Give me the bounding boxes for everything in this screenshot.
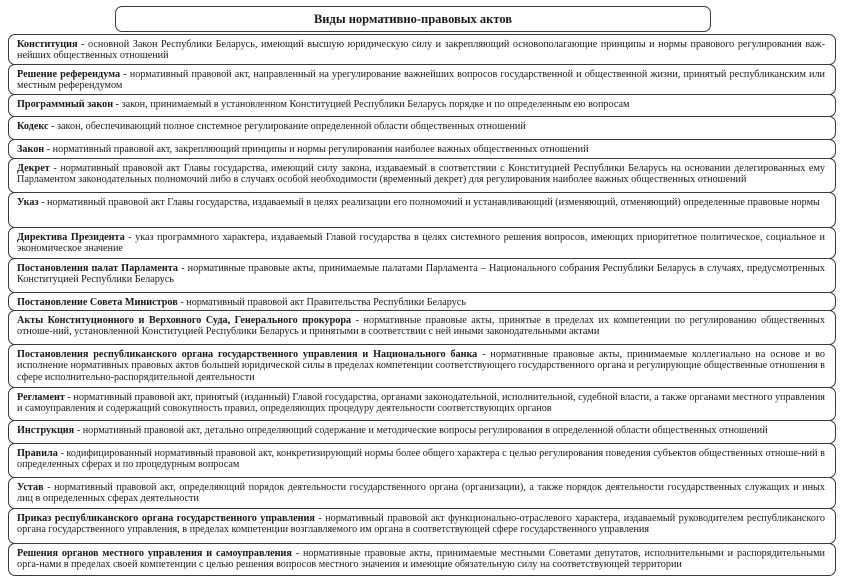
act-type-term: Решения органов местного управления и самоуправления bbox=[17, 548, 292, 559]
act-type-term: Постановления республиканского органа государственного управления и Национального банка bbox=[17, 349, 478, 360]
act-type-definition: нормативный правовой акт, принятый (изданный) Главой государства, органами законодательной, исполнительной, судебной власти, а также органами местного управления и самоуправления и содержащий совокупность правил, определяющих процедуру деятельности соответствующих органов bbox=[17, 392, 825, 415]
act-type-definition: нормативный правовой акт, закрепляющий принципы и нормы регулирования наиболее важных общественных отношений bbox=[52, 144, 589, 155]
act-type-definition: основной Закон Республики Беларусь, имеющий высшую юридическую силу и закрепляющий основополагающие принципы и нормы правового регулирования важ-нейших общественных отношений bbox=[17, 39, 825, 62]
diagram-title-box bbox=[115, 6, 711, 32]
act-type-definition: нормативный правовой акт Главы государства, имеющий силу закона, издаваемый в соответствии с Конституцией Республики Беларусь на основании делегированных ему Парламентом законодательных полномочий либо в случаях особой необходимости (временный декрет) для регулирования наиболее важных общественных отношений bbox=[17, 163, 825, 186]
term-separator: - bbox=[477, 349, 491, 360]
act-type-term: Решение референдума bbox=[17, 69, 121, 80]
act-type-box bbox=[8, 310, 836, 345]
term-separator: - bbox=[177, 297, 187, 308]
act-type-box bbox=[8, 344, 836, 388]
act-type-term: Постановление Совета Министров bbox=[17, 297, 178, 308]
act-type-term: Программный закон bbox=[17, 99, 114, 110]
act-type-box bbox=[8, 192, 836, 228]
act-type-box bbox=[8, 443, 836, 478]
act-type-definition: нормативный правовой акт Главы государства, издаваемый в целях реализации его полномочий и устанавливающий (изменяющий, отменяющий) определенные правовые нормы bbox=[47, 197, 820, 208]
term-separator: - bbox=[177, 263, 188, 274]
act-type-term: Устав bbox=[17, 482, 44, 493]
act-type-box bbox=[8, 64, 836, 95]
act-type-term: Декрет bbox=[17, 163, 50, 174]
act-type-definition: нормативный правовой акт Правительства Республики Беларусь bbox=[186, 297, 466, 308]
term-separator: - bbox=[77, 39, 88, 50]
term-separator: - bbox=[48, 121, 57, 132]
term-separator: - bbox=[291, 548, 303, 559]
act-type-definition: закон, принимаемый в установленном Конституцией Республики Беларусь порядке и по определенным ею вопросам bbox=[121, 99, 630, 110]
act-type-definition: нормативные правовые акты, принимаемые палатами Парламента – Национального собрания Республики Беларусь в случаях, предусмотренных Конституцией Республики Беларусь bbox=[17, 263, 825, 286]
act-type-box bbox=[8, 292, 836, 311]
diagram-title: Виды нормативно-правовых актов bbox=[313, 11, 513, 26]
term-separator: - bbox=[74, 425, 83, 436]
term-separator: - bbox=[43, 482, 55, 493]
act-type-box bbox=[8, 227, 836, 259]
act-type-definition: нормативный правовой акт, детально определяющий содержание и методические вопросы регулирования в определенной области общественных отношений bbox=[82, 425, 768, 436]
term-separator: - bbox=[38, 197, 48, 208]
act-type-box bbox=[8, 543, 836, 576]
act-type-box bbox=[8, 139, 836, 159]
act-type-box bbox=[8, 116, 836, 140]
act-type-definition: указ программного характера, издаваемый Главой государства в целях системного решения вопросов, имеющих приоритетное политическое, социальное и экономическое значение bbox=[17, 232, 826, 255]
term-separator: - bbox=[57, 448, 67, 459]
term-separator: - bbox=[120, 69, 130, 80]
act-type-definition: нормативные правовые акты, принимаемые коллегиально на основе и во исполнение нормативных правовых актов большей юридической силы в пределах компетенции соответствующего государственного органа и регулирующие общественные отношения в сфере исполнительно-распорядительной деятельности bbox=[17, 349, 825, 383]
act-type-definition: нормативный правовой акт функционально-отраслевого характера, издаваемый руководителем республиканского органа государственного управления, в пределах компетенции возглавляемого им органа в соответствующей сфере государственного управления bbox=[17, 513, 825, 536]
act-type-term: Постановления палат Парламента bbox=[17, 263, 178, 274]
act-type-box bbox=[8, 508, 836, 544]
term-separator: - bbox=[124, 232, 136, 243]
term-separator: - bbox=[351, 315, 364, 326]
act-type-term: Инструкция bbox=[17, 425, 75, 436]
term-separator: - bbox=[314, 513, 326, 524]
act-type-definition: нормативные правовые акты, принятые в пределах их компетенции по регулированию общественных отноше-ний, установленной Конституцией Республики Беларусь и принятыми в соответствии с ней иными законодательными актами bbox=[17, 315, 825, 338]
act-type-term: Правила bbox=[17, 448, 58, 459]
act-type-definition: кодифицированный нормативный правовой акт, конкретизирующий нормы более общего характера с целью регулирования поведения субъектов общественных отноше-ний в определенных сферах и по процедурным вопросам bbox=[17, 448, 825, 471]
act-type-definition: нормативный правовой акт, направленный на урегулирование важнейших вопросов государственной и общественной жизни, принятый республиканским или местным референдумом bbox=[17, 69, 825, 92]
act-type-box bbox=[8, 158, 836, 193]
act-type-term: Закон bbox=[17, 144, 45, 155]
act-type-box bbox=[8, 94, 836, 117]
act-type-box bbox=[8, 387, 836, 421]
act-type-term: Директива Президента bbox=[17, 232, 125, 243]
term-separator: - bbox=[49, 163, 61, 174]
act-type-term: Указ bbox=[17, 197, 39, 208]
act-type-definition: нормативный правовой акт, определяющий порядок деятельности государственного органа (организации), а также порядок деятельности государственных служащих и иных лиц в определенных сферах деятельности bbox=[17, 482, 825, 505]
act-type-term: Приказ республиканского органа государственного управления bbox=[17, 513, 315, 524]
act-type-box bbox=[8, 477, 836, 509]
act-type-box bbox=[8, 420, 836, 444]
act-type-definition: закон, обеспечивающий полное системное регулирование определенной области общественных отношений bbox=[57, 121, 526, 132]
act-type-box bbox=[8, 258, 836, 293]
act-type-box bbox=[8, 34, 836, 65]
act-type-term: Кодекс bbox=[17, 121, 49, 132]
term-separator: - bbox=[113, 99, 122, 110]
act-type-definition: нормативные правовые акты, принимаемые местными Советами депутатов, исполнительными и распорядительными орга-нами в пределах своей компетенции с целью решения вопросов местного значения и имеющие обязательную силу на соответствующей территории bbox=[17, 548, 825, 571]
act-type-term: Акты Конституционного и Верховного Суда, Генерального прокурора bbox=[17, 315, 352, 326]
term-separator: - bbox=[64, 392, 74, 403]
act-type-term: Регламент bbox=[17, 392, 65, 403]
term-separator: - bbox=[44, 144, 53, 155]
act-type-term: Конституция bbox=[17, 39, 78, 50]
